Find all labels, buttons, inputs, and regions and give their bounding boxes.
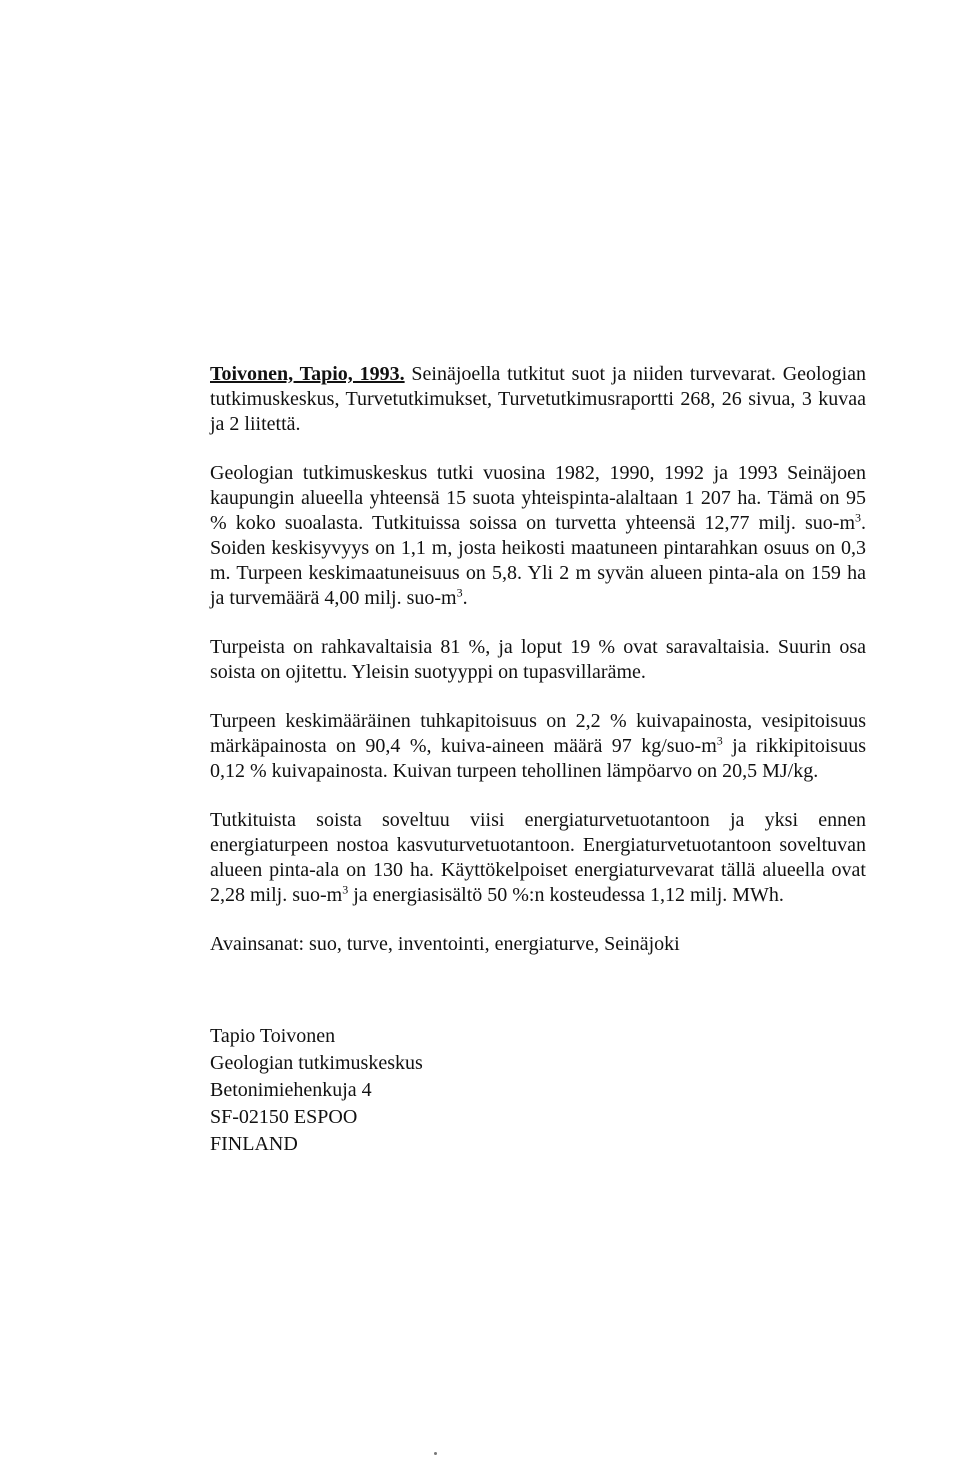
author-address: [210, 1023, 423, 1158]
abstract-p1-text-a: Geologian tutkimuskeskus tutki vuosina 1982, 1990, 1992 ja 1993 Seinäjoen kaupungin alueella yhteensä 15 suota yhteispinta-alaltaan 1 207 ha. Tämä on 95 % koko suoalasta. Tutkituissa soissa on turvetta yhteensä 12,77 milj. suo-m: [210, 462, 866, 534]
document-body: [210, 362, 866, 981]
abstract-p1-text-b: . Soiden keskisyvyys on 1,1 m, josta heikosti maatuneen pintarahkan osuus on 0,3 m. Turpeen keskimaatuneisuus on 5,8. Yli 2 m syvän alueen pinta-ala on 159 ha ja turvemäärä 4,00 milj. suo-m: [210, 512, 866, 609]
abstract-p2-text: Turpeista on rahkavaltaisia 81 %, ja loput 19 % ovat saravaltaisia. Suurin osa soista on ojitettu. Yleisin suotyyppi on tupasvillaräme.: [210, 636, 866, 683]
address-country: FINLAND: [210, 1133, 298, 1155]
abstract-p4-text-b: ja energiasisältö 50 %:n kosteudessa 1,12 milj. MWh.: [348, 884, 784, 906]
abstract-paragraph-3: [210, 709, 866, 784]
abstract-p4-text-a: Tutkituista soista soveltuu viisi energiaturvetuotantoon ja yksi ennen energiaturpeen nostoa kasvuturvetuotantoon. Energiaturvetuotantoon soveltuvan alueen pinta-ala on 130 ha. Käyttökelpoiset energiaturvevarat tällä alueella ovat 2,28 milj. suo-m: [210, 809, 866, 906]
citation-paragraph: [210, 362, 866, 437]
keywords: Avainsanat: suo, turve, inventointi, energiaturve, Seinäjoki: [210, 933, 680, 955]
citation-text: Seinäjoella tutkitut suot ja niiden turvevarat. Geologian tutkimuskeskus, Turvetutkimukset, Turvetutkimusraportti 268, 26 sivua, 3 kuvaa ja 2 liitettä.: [210, 363, 867, 435]
address-organization: Geologian tutkimuskeskus: [210, 1052, 423, 1074]
address-name: Tapio Toivonen: [210, 1025, 336, 1047]
scan-speck: [434, 1452, 437, 1455]
abstract-paragraph-4: [210, 808, 866, 908]
abstract-p4-superscript: 3: [342, 882, 349, 897]
address-postal: SF-02150 ESPOO: [210, 1106, 358, 1128]
abstract-paragraph-1: [210, 461, 866, 611]
abstract-p1-text-c: .: [462, 587, 468, 609]
abstract-p3-text-a: Turpeen keskimääräinen tuhkapitoisuus on 2,2 % kuivapainosta, vesipitoisuus märkäpainosta on 90,4 %, kuiva-aineen määrä 97 kg/suo-m: [210, 710, 866, 757]
abstract-paragraph-2: [210, 635, 866, 685]
abstract-p1-superscript-1: 3: [855, 510, 861, 525]
abstract-p3-superscript: 3: [716, 733, 723, 748]
abstract-p1-superscript-2: 3: [456, 585, 463, 600]
address-street: Betonimiehenkuja 4: [210, 1079, 372, 1101]
abstract-p3-text-b: ja rikkipitoisuus 0,12 % kuivapainosta. Kuivan turpeen tehollinen lämpöarvo on 20,5 MJ/kg.: [210, 735, 866, 782]
citation-author: Toivonen, Tapio, 1993.: [210, 363, 405, 385]
